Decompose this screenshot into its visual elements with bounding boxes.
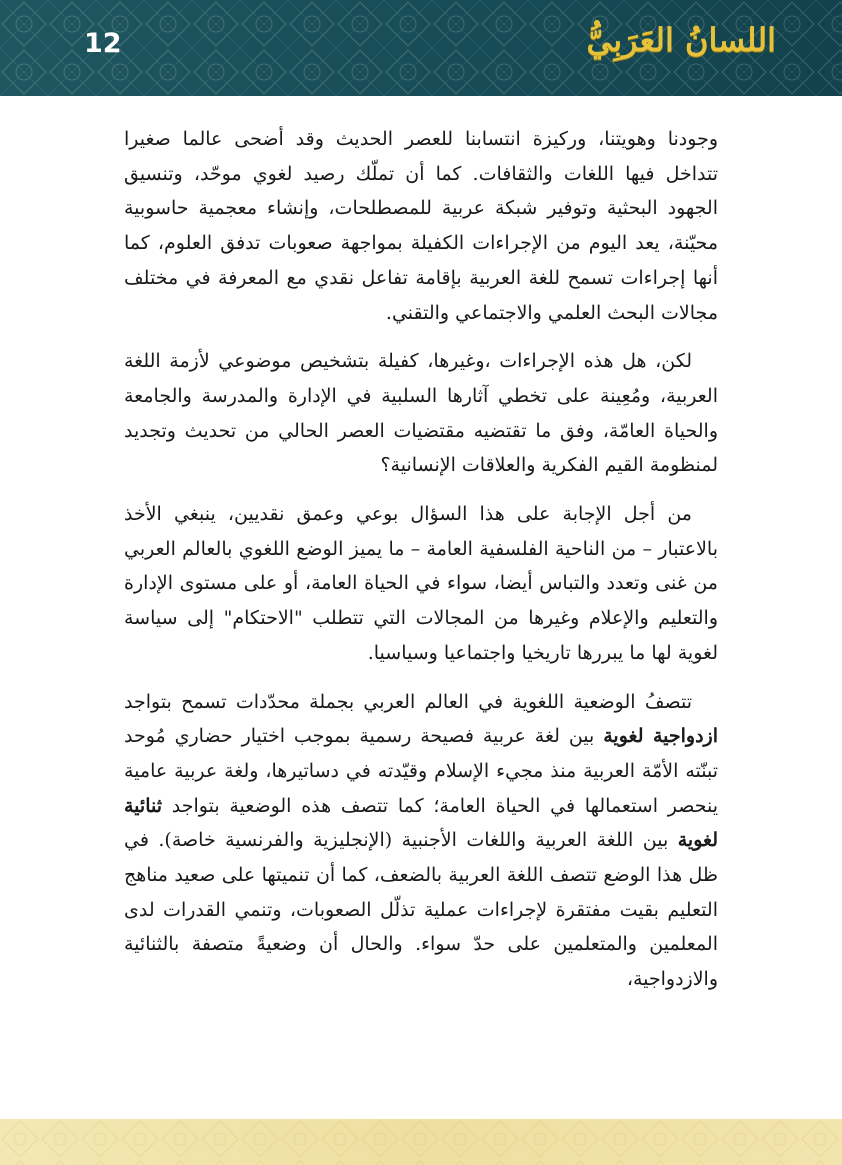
bold-term-bilingualism: ثنائية لغوية: [124, 794, 718, 852]
page-header: [0, 0, 842, 96]
magazine-logo: اللسانُ العَرَبِيُّ: [586, 21, 776, 59]
paragraph-2: لكن، هل هذه الإجراءات ،وغيرها، كفيلة بتشخيص موضوعي لأزمة اللغة العربية، ومُعِينة على تخطي آثارها السلبية في الإدارة والمدرسة والجامعة والحياة العامّة، وفق ما تقتضيه مقتضيات العصر الحالي من تحديث وتجديد لمنظومة القيم الفكرية والعلاقات الإنسانية؟: [124, 350, 718, 477]
paragraph-4-part-3: بين اللغة العربية واللغات الأجنبية (الإنجليزية والفرنسية خاصة). في ظل هذا الوضع تتصف اللغة العربية بالضعف، كما أن تنميتها على صعيد مناهج التعليم بقيت مفتقرة لإجراءات عملية تذلّل الصعوبات، وتنمي القدرات لدى المعلمين والمتعلمين على حدّ سواء. والحال أن وضعيةً متصفة بالثنائية والازدواجية،: [124, 829, 718, 991]
paragraph-4-part-2: بين لغة عربية فصيحة رسمية بموجب اختيار حضاري مُوحد تبنّته الأمّة العربية منذ مجيء الإسلام وقيّدته في دساتيرها، ولغة عربية عامية ينحصر استعمالها في الحياة العامة؛ كما تتصف هذه الوضعية بتواجد: [124, 725, 718, 817]
paragraph-4-part-1: تتصفُ الوضعية اللغوية في العالم العربي بجملة محدّدات تسمح بتواجد: [124, 690, 692, 713]
footer-pattern-decoration: [0, 1119, 842, 1165]
page-footer: [0, 1119, 842, 1165]
paragraph-4: [124, 685, 718, 997]
bold-term-diglossia: ازدواجية لغوية: [603, 725, 718, 748]
paragraph-1: وجودنا وهويتنا، وركيزة انتسابنا للعصر الحديث وقد أضحى عالما صغيرا تتداخل فيها اللغات والثقافات. كما أن تملّك رصيد لغوي موحّد، وتنسيق الجهود البحثية وتوفير شبكة عربية للمصطلحات، وإنشاء معجمية حاسوبية محيّنة، يعد اليوم من الإجراءات الكفيلة بمواجهة صعوبات تدفق العلوم، كما أنها إجراءات تسمح للغة العربية بإقامة تفاعل نقدي مع المعرفة في مختلف مجالات البحث العلمي والاجتماعي والتقني.: [124, 128, 718, 324]
page-number: 12: [84, 28, 122, 59]
paragraph-3: من أجل الإجابة على هذا السؤال بوعي وعمق نقديين، ينبغي الأخذ بالاعتبار – من الناحية الفلسفية العامة – ما يميز الوضع اللغوي بالعالم العربي من غنى وتعدد والتباس أيضا، سواء في الحياة العامة، أو على مستوى الإدارة والتعليم والإعلام وغيرها من المجالات التي تتطلب "الاحتكام" إلى سياسة لغوية لها ما يبررها تاريخيا واجتماعيا وسياسيا.: [124, 503, 718, 664]
article-body: [124, 122, 718, 997]
